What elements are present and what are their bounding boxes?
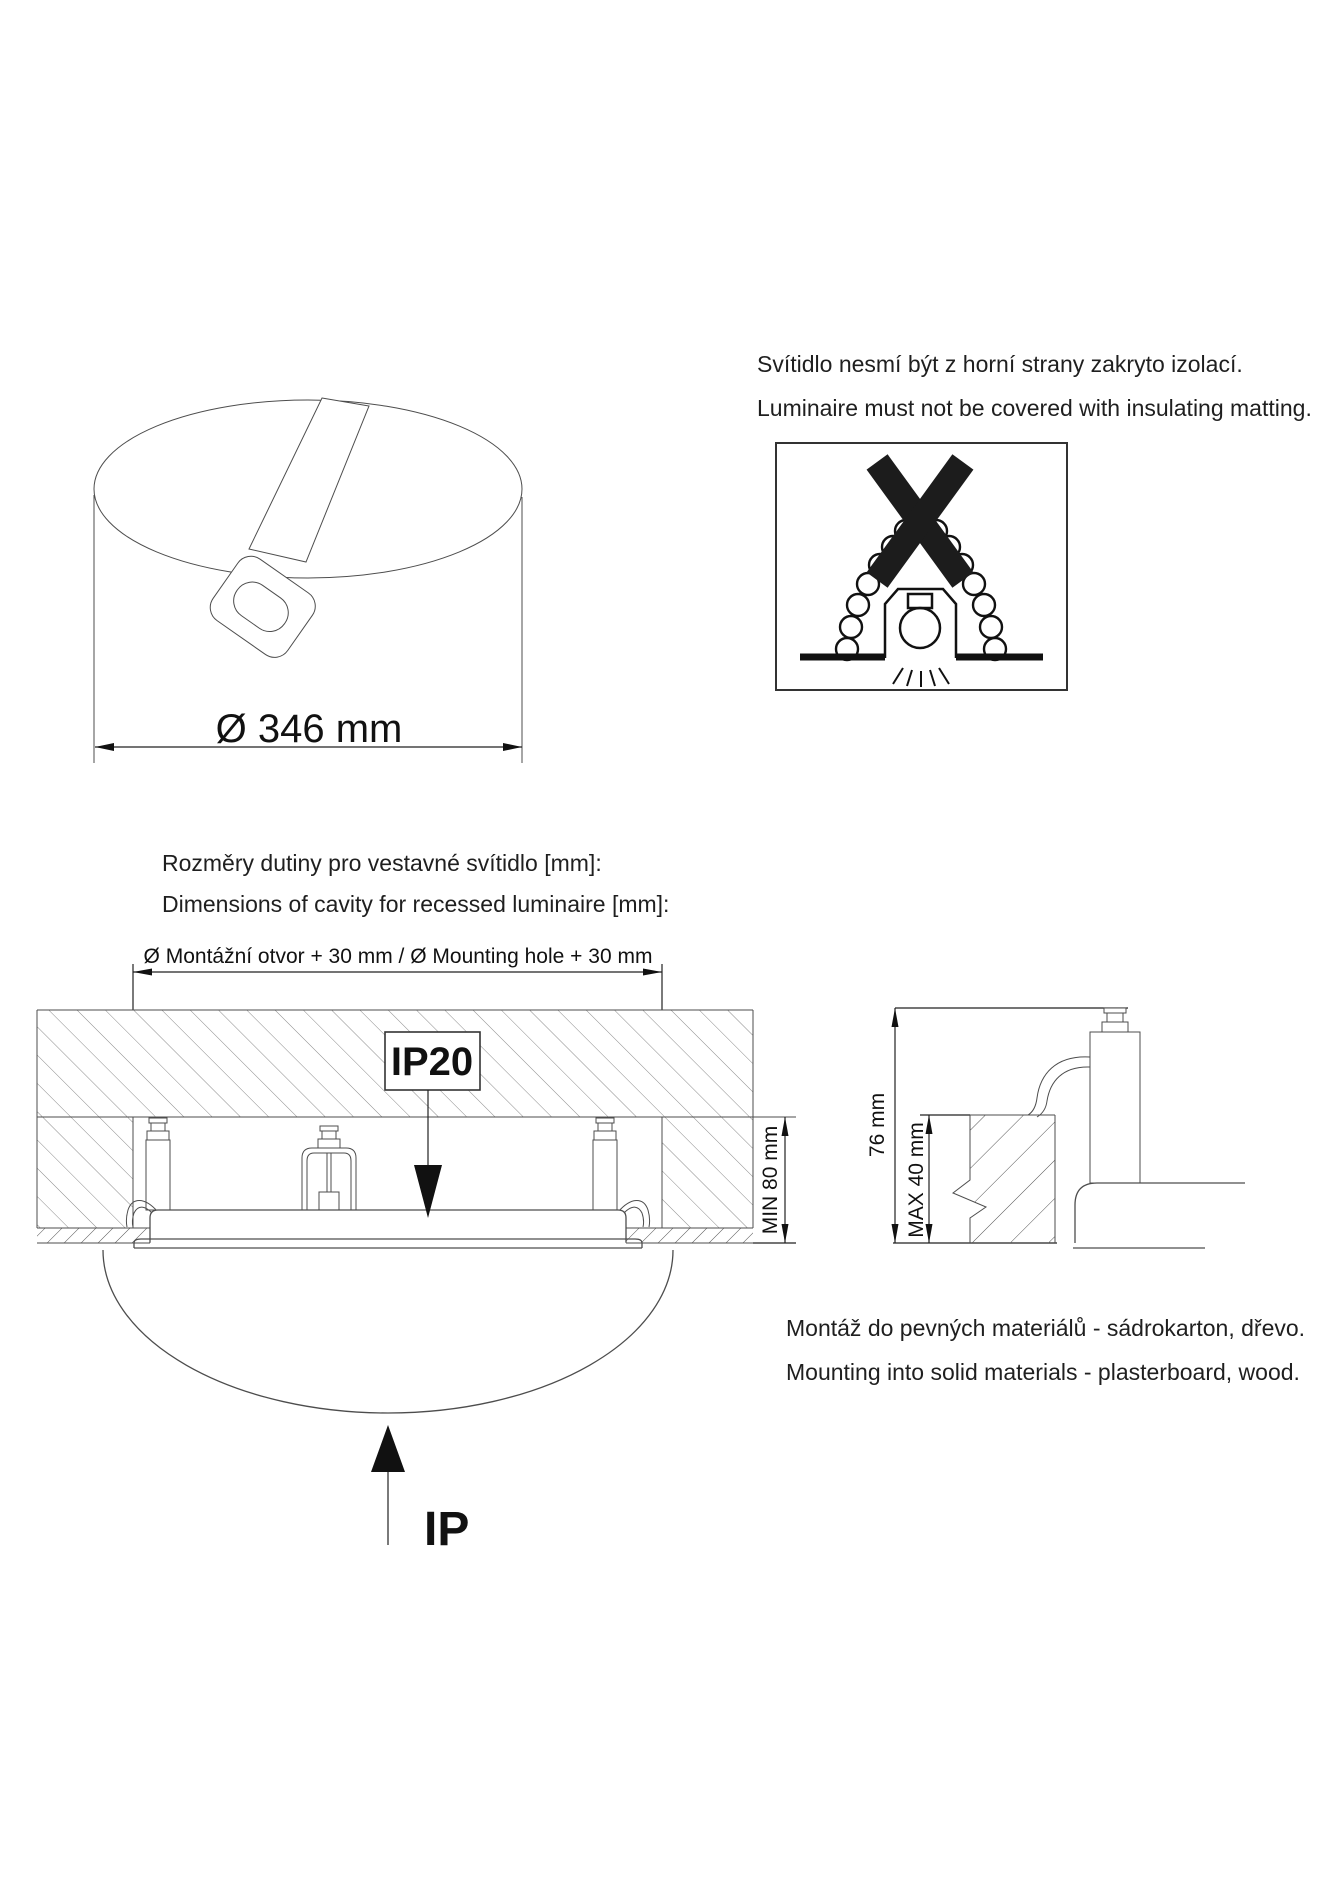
center-bracket [302, 1126, 356, 1212]
side-spring-clip [1028, 1057, 1090, 1117]
glass-dome [103, 1250, 673, 1413]
mounting-post-left [146, 1118, 170, 1210]
cavity-note-en: Dimensions of cavity for recessed luminaire [mm]: [162, 891, 670, 917]
ip20-callout [385, 1032, 480, 1218]
height-label: 76 mm [866, 1092, 889, 1158]
plasterboard-strip-right [626, 1228, 753, 1243]
mounting-strap [249, 398, 369, 562]
wood-block [953, 1115, 1055, 1243]
insulation-note-cs: Svítidlo nesmí být z horní strany zakryto izolací. [757, 351, 1243, 377]
diameter-label: Ø 346 mm [215, 707, 403, 751]
mounting-bracket-tab [204, 550, 322, 664]
warning-box-frame [776, 443, 1067, 690]
ip-label: IP [424, 1503, 470, 1556]
cavity-note-cs: Rozměry dutiny pro vestavné svítidlo [mm]: [162, 850, 602, 876]
insulation-note-en: Luminaire must not be covered with insulating matting. [757, 395, 1312, 421]
max-thickness-label: MAX 40 mm [905, 1122, 928, 1238]
max-thickness-dimension [905, 1115, 970, 1243]
mounting-note-cs: Montáž do pevných materiálů - sádrokarton, dřevo. [786, 1315, 1306, 1341]
ip-arrowhead [371, 1425, 405, 1472]
ip-arrow [371, 1425, 469, 1556]
plasterboard-strip-left [37, 1228, 150, 1243]
min-depth-label: MIN 80 mm [759, 1125, 782, 1235]
ip20-label: IP20 [390, 1040, 474, 1084]
mounting-hole-dimension [133, 945, 662, 1010]
side-post [1090, 1008, 1140, 1183]
side-luminaire-trim [1073, 1183, 1245, 1248]
diameter-dimension [95, 707, 522, 751]
min-depth-dimension [753, 1117, 796, 1243]
cross-section-diagram [37, 945, 796, 1556]
insulation-warning-box [776, 443, 1067, 690]
side-mounting-detail [866, 1008, 1245, 1248]
luminaire-trim [134, 1210, 642, 1248]
mounting-post-right [593, 1118, 617, 1210]
mounting-hole-label: Ø Montážní otvor + 30 mm / Ø Mounting hole + 30 mm [143, 945, 653, 968]
mounting-note-en: Mounting into solid materials - plasterboard, wood. [786, 1359, 1300, 1385]
